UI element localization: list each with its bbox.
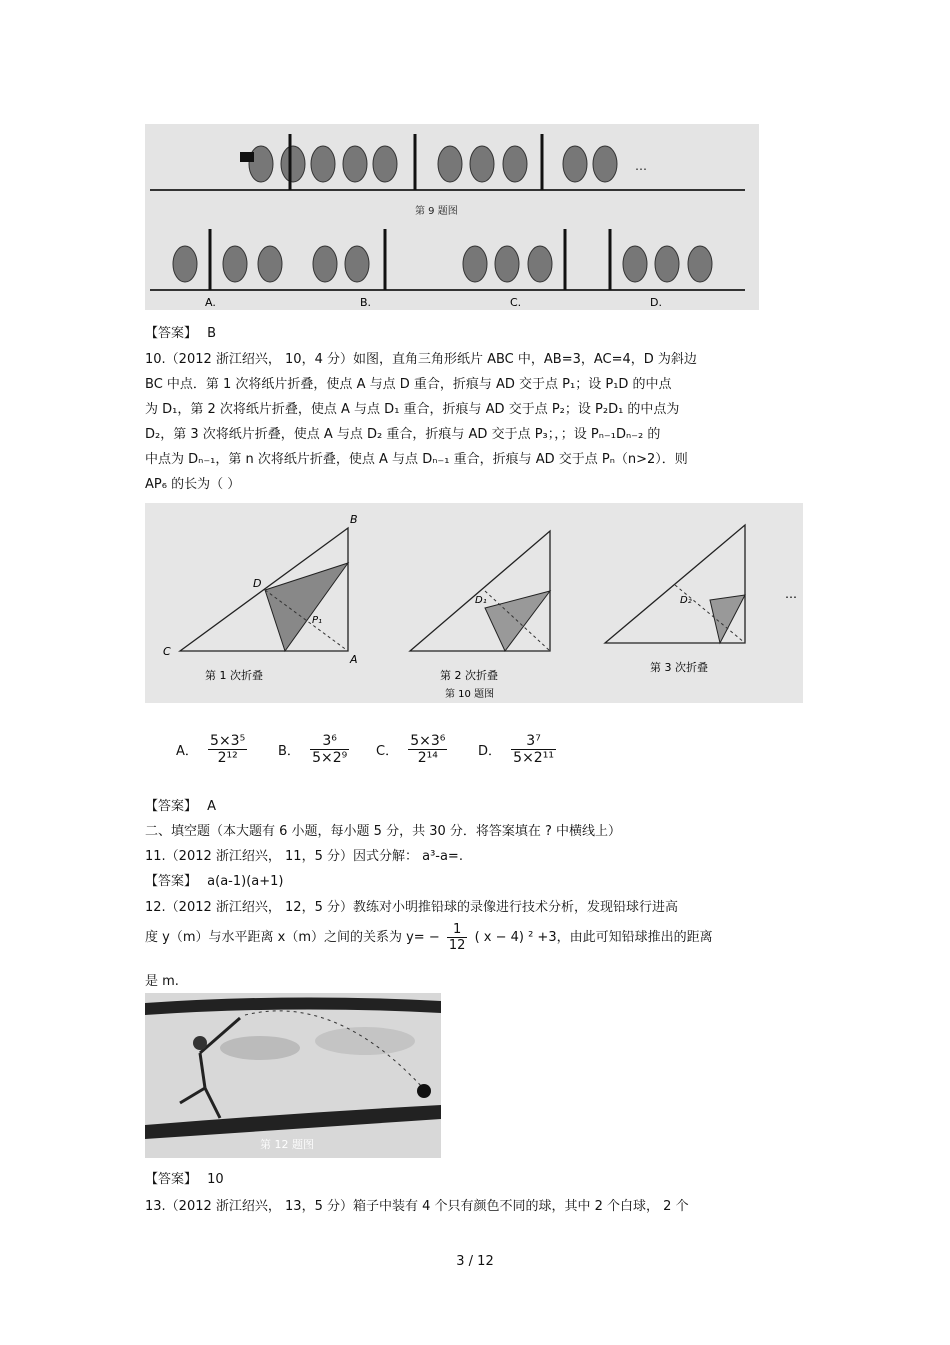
- q12-line-2: [145, 922, 713, 953]
- q11-answer: [145, 870, 283, 889]
- fraction-numerator: 5×3⁵: [210, 733, 246, 749]
- q12-answer: [145, 1168, 224, 1187]
- option-fraction: [208, 733, 247, 766]
- option-fraction: [511, 733, 556, 766]
- q12-line-2-pre: 度 y（m）与水平距离 x（m）之间的关系为 y= −: [145, 930, 440, 945]
- q9-answer: [145, 322, 216, 341]
- q10-caption-2: 第 2 次折叠: [440, 669, 498, 682]
- answer-value: B: [207, 326, 217, 341]
- option-label: A．: [176, 744, 198, 759]
- fraction-numerator: 5×3⁶: [410, 733, 446, 749]
- label-d1: D₁: [475, 595, 487, 606]
- label-b: B: [350, 513, 358, 526]
- q12-figure-caption: 第 12 题图: [260, 1138, 314, 1151]
- fraction-denominator: 12: [448, 938, 466, 953]
- answer-value: 10: [207, 1172, 224, 1187]
- option-label: D．: [478, 744, 502, 759]
- q9-option-d: D.: [650, 296, 662, 309]
- option-label: B．: [278, 744, 300, 759]
- q10-line-1: 10.（2012 浙江绍兴， 10，4 分）如图，直角三角形纸片 ABC 中，AB=3，AC=4，D 为斜边: [145, 352, 697, 367]
- option-label: C．: [376, 744, 399, 759]
- label-p1: P₁: [312, 615, 323, 626]
- answer-label: 【答案】: [145, 799, 198, 814]
- q9-figure-caption: 第 9 题图: [415, 206, 458, 217]
- q12-line-2-post: ( x − 4) ² +3，由此可知铅球推出的距离: [474, 930, 713, 945]
- answer-value: a(a-1)(a+1): [207, 874, 284, 889]
- q9-option-b: B.: [360, 296, 372, 309]
- q10-caption-3: 第 3 次折叠: [650, 661, 708, 674]
- q10-line-4: D₂，第 3 次将纸片折叠，使点 A 与点 D₂ 重合，折痕与 AD 交于点 P₃；，；设 Pₙ₋₁Dₙ₋₂ 的: [145, 427, 661, 442]
- q10-option-a: [176, 733, 253, 766]
- q10-figure-drawing: [145, 503, 803, 703]
- q12-fraction: [447, 922, 468, 953]
- q10-option-c: [376, 733, 453, 766]
- fraction-denominator: 5×2¹¹: [513, 750, 554, 766]
- q9-ellipsis: …: [635, 159, 647, 173]
- q10-answer: [145, 795, 216, 814]
- q10-line-2: BC 中点．第 1 次将纸片折叠，使点 A 与点 D 重合，折痕与 AD 交于点 P₁；设 P₁D 的中点: [145, 377, 672, 392]
- fraction-numerator: 1: [447, 922, 468, 938]
- q13-text: 13.（2012 浙江绍兴， 13，5 分）箱子中装有 4 个只有颜色不同的球，其中 2 个白球， 2 个: [145, 1199, 689, 1214]
- label-c: C: [163, 645, 171, 658]
- q10-line-5: 中点为 Dₙ₋₁，第 n 次将纸片折叠，使点 A 与点 Dₙ₋₁ 重合，折痕与 AD 交于点 Pₙ（n>2）．则: [145, 452, 688, 467]
- q10-figure: [145, 503, 803, 703]
- label-d: D: [253, 577, 262, 590]
- fraction-denominator: 2¹⁴: [417, 750, 438, 766]
- answer-label: 【答案】: [145, 874, 198, 889]
- q9-option-c: C.: [510, 296, 522, 309]
- answer-label: 【答案】: [145, 1172, 198, 1187]
- q10-figure-title: 第 10 题图: [445, 689, 495, 700]
- q10-option-d: [478, 733, 562, 766]
- q9-figure-drawing: [145, 124, 759, 310]
- option-fraction: [408, 733, 447, 766]
- fraction-numerator: 3⁷: [511, 733, 556, 750]
- q12-line-3: 是 m.: [145, 974, 179, 989]
- fraction-denominator: 5×2⁹: [312, 750, 348, 766]
- q12-figure-drawing: [145, 993, 441, 1158]
- section-2-heading: 二、填空题（本大题有 6 小题，每小题 5 分，共 30 分．将答案填在 ? 中横线上）: [145, 824, 622, 839]
- answer-value: A: [207, 799, 217, 814]
- q9-figure: [145, 124, 759, 310]
- q10-line-3: 为 D₁，第 2 次将纸片折叠，使点 A 与点 D₁ 重合，折痕与 AD 交于点 P₂；设 P₂D₁ 的中点为: [145, 402, 680, 417]
- label-a: A: [350, 653, 358, 666]
- page-number: 3 / 12: [456, 1254, 494, 1269]
- label-d2: D₂: [680, 595, 692, 606]
- answer-label: 【答案】: [145, 326, 198, 341]
- q10-line-6: AP₆ 的长为（ ）: [145, 477, 241, 492]
- q12-line-1: 12.（2012 浙江绍兴， 12，5 分）教练对小明推铅球的录像进行技术分析，发现铅球行进高: [145, 900, 678, 915]
- fraction-denominator: 2¹²: [217, 750, 238, 766]
- q11-text: 11.（2012 浙江绍兴， 11，5 分）因式分解： a³-a=.: [145, 849, 463, 864]
- q10-ellipsis: …: [785, 587, 797, 601]
- q12-figure: [145, 993, 441, 1158]
- option-fraction: [310, 733, 349, 766]
- q10-option-b: [278, 733, 355, 766]
- fraction-numerator: 3⁶: [310, 733, 349, 750]
- q10-caption-1: 第 1 次折叠: [205, 669, 263, 682]
- q9-option-a: A.: [205, 296, 216, 309]
